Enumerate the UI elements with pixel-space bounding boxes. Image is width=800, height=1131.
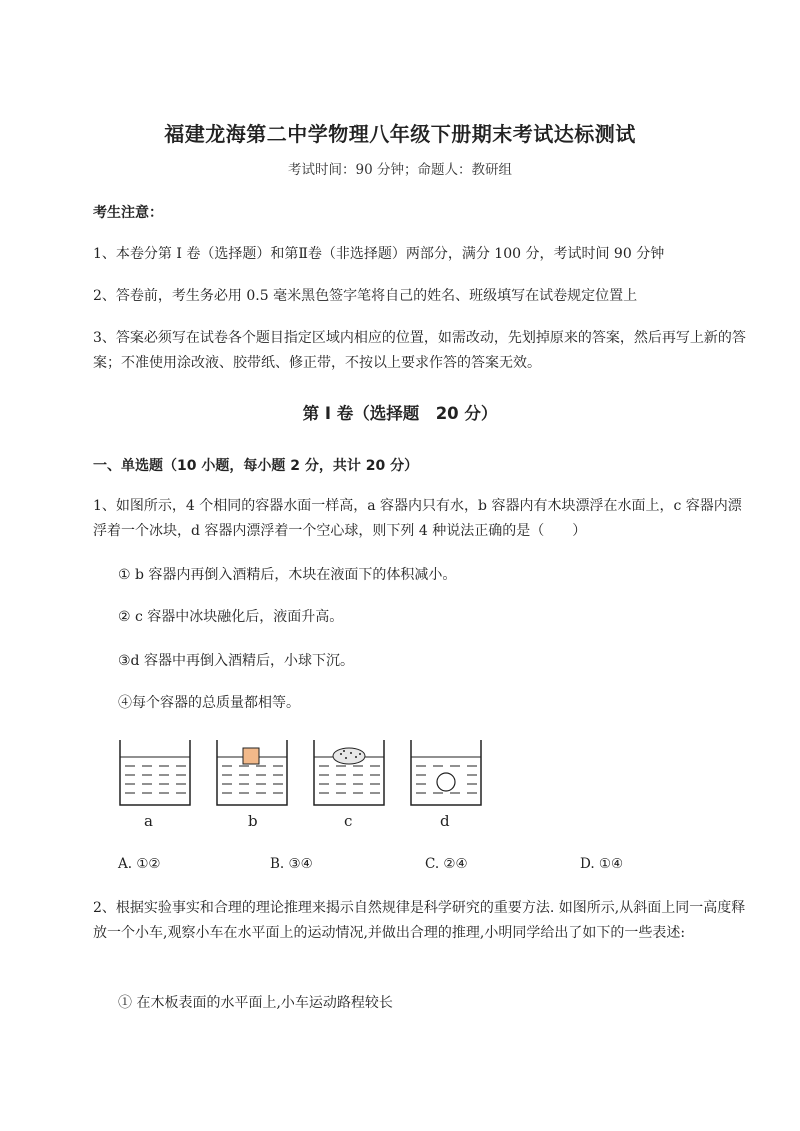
- choice-b[interactable]: B. ③④: [270, 856, 313, 872]
- question-2-stem: 2、根据实验事实和合理的理论推理来揭示自然规律是科学研究的重要方法. 如图所示,从斜面上同一高度释放一个小车,观察小车在水平面上的运动情况,并做出合理的推理,小明同学给出了如下的一些表述:: [93, 900, 746, 941]
- part-heading: 一、单选题（10 小题，每小题 2 分，共计 20 分）: [93, 458, 419, 474]
- section-title: 第 I 卷（选择题 20 分）: [302, 404, 498, 423]
- q1-statement-1: ① b 容器内再倒入酒精后，木块在液面下的体积减小。: [118, 567, 457, 583]
- hollow-ball: [437, 773, 455, 791]
- choice-c[interactable]: C. ②④: [425, 856, 468, 872]
- containers-figure: [110, 735, 510, 835]
- figure-label-a: a: [144, 812, 153, 830]
- choice-a[interactable]: A. ①②: [118, 856, 161, 872]
- q1-statement-2: ② c 容器中冰块融化后，液面升高。: [118, 609, 344, 625]
- notice-item-1: 1、本卷分第 I 卷（选择题）和第Ⅱ卷（非选择题）两部分，满分 100 分，考试时间 90 分钟: [93, 246, 665, 262]
- notice-item-3: 3、答案必须写在试卷各个题目指定区域内相应的位置，如需改动，先划掉原来的答案，然后再写上新的答案；不准使用涂改液、胶带纸、修正带，不按以上要求作答的答案无效。: [93, 330, 746, 371]
- wood-block: [243, 748, 259, 764]
- question-1-stem: 1、如图所示，4 个相同的容器水面一样高，a 容器内只有水，b 容器内有木块漂浮在水面上，c 容器内漂浮着一个冰块，d 容器内漂浮着一个空心球，则下列 4 种说法正确的是（ ）: [93, 498, 742, 539]
- notice-item-2: 2、答卷前，考生务必用 0.5 毫米黑色签字笔将自己的姓名、班级填写在试卷规定位置上: [93, 288, 638, 304]
- container-b: [217, 740, 287, 805]
- choice-d[interactable]: D. ①④: [580, 856, 624, 872]
- figure-label-b: b: [248, 812, 258, 830]
- page-title: 福建龙海第二中学物理八年级下册期末考试达标测试: [164, 122, 636, 146]
- figure-label-c: c: [344, 812, 353, 830]
- q2-statement-1: ① 在木板表面的水平面上,小车运动路程较长: [118, 995, 393, 1011]
- container-a: [120, 740, 190, 805]
- figure-label-d: d: [440, 812, 450, 830]
- exam-info: 考试时间：90 分钟；命题人：教研组: [288, 162, 512, 178]
- ice-block: [333, 748, 365, 764]
- q1-statement-4: ④每个容器的总质量都相等。: [118, 695, 300, 711]
- notice-heading: 考生注意：: [93, 205, 163, 221]
- q1-statement-3: ③d 容器中再倒入酒精后，小球下沉。: [118, 653, 354, 669]
- container-d: [411, 740, 481, 805]
- container-c: [314, 740, 384, 805]
